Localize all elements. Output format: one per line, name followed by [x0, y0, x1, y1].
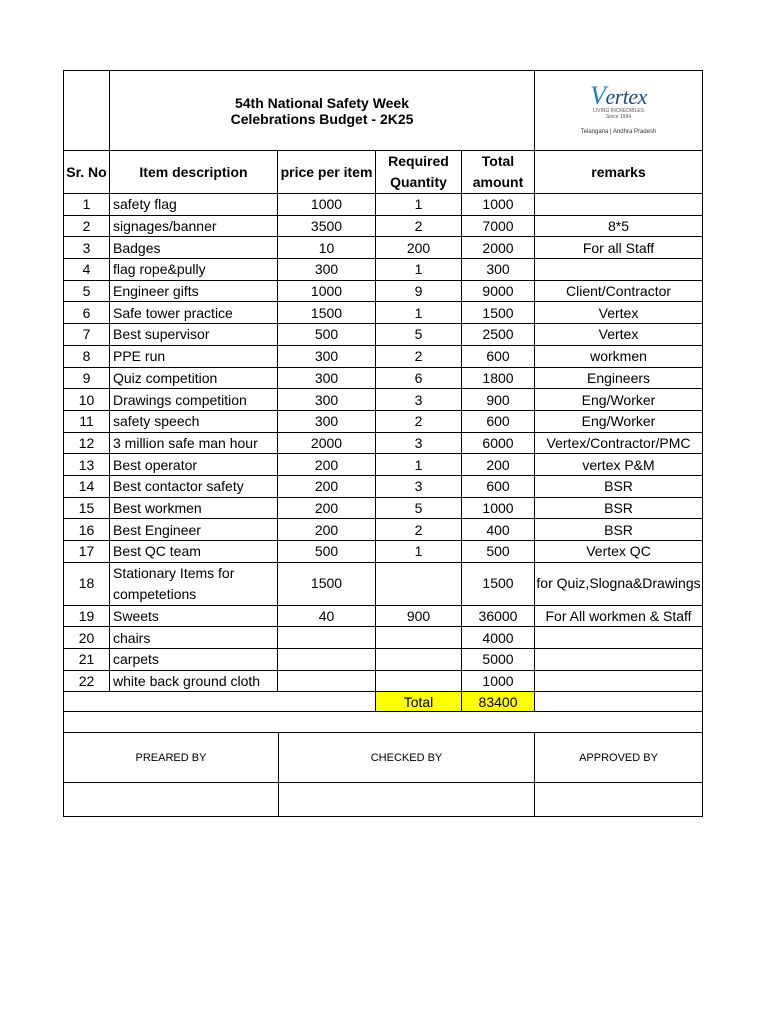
logo-tagline: LIVING INCREDIBLES — [592, 108, 645, 114]
table-row — [64, 410, 703, 432]
cell-price-per-item: 500 — [278, 541, 376, 563]
cell-remarks: For All workmen & Staff — [535, 605, 703, 627]
cell-price-per-item: 300 — [278, 367, 376, 389]
cell-sr-no: 17 — [64, 541, 110, 563]
table-row — [64, 497, 703, 519]
table-row — [64, 237, 703, 259]
table-row — [64, 519, 703, 541]
vertex-logo — [535, 81, 702, 136]
cell-price-per-item: 1500 — [278, 302, 376, 324]
cell-remarks: BSR — [535, 475, 703, 497]
cell-price-per-item — [278, 670, 376, 692]
cell-price-per-item: 2000 — [278, 432, 376, 454]
cell-sr-no: 18 — [64, 562, 110, 605]
table-row — [64, 432, 703, 454]
cell-price-per-item: 200 — [278, 497, 376, 519]
cell-remarks: workmen — [535, 345, 703, 367]
cell-remarks: Eng/Worker — [535, 410, 703, 432]
table-row — [64, 345, 703, 367]
table-row — [64, 215, 703, 237]
cell-sr-no: 8 — [64, 345, 110, 367]
cell-sr-no: 12 — [64, 432, 110, 454]
cell-item-description: Best workmen — [110, 497, 278, 519]
cell-remarks: BSR — [535, 497, 703, 519]
cell-required-quantity: 3 — [376, 389, 462, 411]
cell-total-amount: 7000 — [462, 215, 535, 237]
cell-sr-no: 21 — [64, 649, 110, 671]
table-row — [64, 454, 703, 476]
total-row-table — [63, 691, 703, 733]
cell-item-description: flag rope&pully — [110, 259, 278, 281]
table-row — [64, 194, 703, 216]
table-row — [64, 605, 703, 627]
cell-total-amount: 4000 — [462, 627, 535, 649]
table-row — [64, 627, 703, 649]
cell-price-per-item: 300 — [278, 259, 376, 281]
cell-item-description: Best QC team — [110, 541, 278, 563]
spacer-row — [64, 712, 703, 733]
total-remarks-blank — [535, 692, 703, 712]
cell-remarks: Vertex — [535, 324, 703, 346]
cell-sr-no: 5 — [64, 280, 110, 302]
cell-price-per-item: 200 — [278, 454, 376, 476]
table-row — [64, 324, 703, 346]
cell-sr-no: 10 — [64, 389, 110, 411]
cell-sr-no: 9 — [64, 367, 110, 389]
header-row — [64, 151, 703, 194]
cell-total-amount: 1000 — [462, 194, 535, 216]
cell-sr-no: 14 — [64, 475, 110, 497]
cell-remarks — [535, 649, 703, 671]
cell-required-quantity: 5 — [376, 324, 462, 346]
cell-required-quantity: 1 — [376, 194, 462, 216]
cell-total-amount: 300 — [462, 259, 535, 281]
total-value: 83400 — [462, 692, 535, 712]
cell-required-quantity — [376, 649, 462, 671]
header-remarks: remarks — [535, 151, 703, 194]
cell-total-amount: 600 — [462, 410, 535, 432]
cell-sr-no: 19 — [64, 605, 110, 627]
cell-total-amount: 1800 — [462, 367, 535, 389]
cell-required-quantity — [376, 562, 462, 605]
cell-price-per-item: 500 — [278, 324, 376, 346]
cell-required-quantity: 2 — [376, 345, 462, 367]
signature-table — [63, 732, 703, 817]
cell-price-per-item: 1000 — [278, 280, 376, 302]
signature-labels-row — [64, 733, 703, 783]
logo-cell — [535, 71, 703, 151]
cell-total-amount: 200 — [462, 454, 535, 476]
cell-price-per-item — [278, 627, 376, 649]
table-row — [64, 280, 703, 302]
cell-price-per-item: 300 — [278, 389, 376, 411]
cell-item-description: chairs — [110, 627, 278, 649]
table-row — [64, 302, 703, 324]
cell-sr-no: 11 — [64, 410, 110, 432]
cell-remarks: Eng/Worker — [535, 389, 703, 411]
cell-item-description: 3 million safe man hour — [110, 432, 278, 454]
cell-price-per-item — [278, 649, 376, 671]
header-price-per-item: price per item — [278, 151, 376, 194]
cell-item-description: Stationary Items for competetions — [110, 562, 278, 605]
table-row — [64, 389, 703, 411]
cell-remarks: vertex P&M — [535, 454, 703, 476]
cell-item-description: signages/banner — [110, 215, 278, 237]
cell-price-per-item: 1500 — [278, 562, 376, 605]
cell-required-quantity: 3 — [376, 432, 462, 454]
cell-item-description: Badges — [110, 237, 278, 259]
cell-remarks — [535, 670, 703, 692]
cell-required-quantity — [376, 670, 462, 692]
title-line-2: Celebrations Budget - 2K25 — [230, 110, 414, 127]
logo-states: Telangana | Andhra Pradesh — [580, 129, 657, 135]
cell-item-description: Best contactor safety — [110, 475, 278, 497]
cell-required-quantity: 9 — [376, 280, 462, 302]
table-row — [64, 259, 703, 281]
cell-remarks: BSR — [535, 519, 703, 541]
cell-required-quantity: 1 — [376, 302, 462, 324]
cell-item-description: safety speech — [110, 410, 278, 432]
cell-sr-no: 22 — [64, 670, 110, 692]
cell-item-description: Best operator — [110, 454, 278, 476]
cell-remarks — [535, 194, 703, 216]
cell-total-amount: 500 — [462, 541, 535, 563]
cell-total-amount: 9000 — [462, 280, 535, 302]
table-row — [64, 649, 703, 671]
cell-sr-no: 3 — [64, 237, 110, 259]
cell-item-description: Safe tower practice — [110, 302, 278, 324]
total-blank-cell — [64, 692, 376, 712]
header-total-amount: Total amount — [462, 151, 535, 194]
cell-required-quantity: 2 — [376, 410, 462, 432]
cell-required-quantity: 1 — [376, 454, 462, 476]
title-row — [64, 71, 703, 151]
spacer-cell — [64, 712, 703, 733]
title-blank-cell — [64, 71, 110, 151]
cell-remarks — [535, 627, 703, 649]
cell-sr-no: 6 — [64, 302, 110, 324]
cell-item-description: PPE run — [110, 345, 278, 367]
cell-remarks: Client/Contractor — [535, 280, 703, 302]
cell-item-description: Engineer gifts — [110, 280, 278, 302]
cell-price-per-item: 1000 — [278, 194, 376, 216]
cell-item-description: Quiz competition — [110, 367, 278, 389]
cell-item-description: carpets — [110, 649, 278, 671]
cell-total-amount: 2500 — [462, 324, 535, 346]
total-row — [64, 692, 703, 712]
cell-total-amount: 5000 — [462, 649, 535, 671]
cell-item-description: white back ground cloth — [110, 670, 278, 692]
prepared-by-label: PREARED BY — [64, 733, 279, 783]
cell-sr-no: 7 — [64, 324, 110, 346]
cell-item-description: Best supervisor — [110, 324, 278, 346]
cell-remarks: 8*5 — [535, 215, 703, 237]
cell-price-per-item: 10 — [278, 237, 376, 259]
checked-by-label: CHECKED BY — [279, 733, 535, 783]
cell-sr-no: 15 — [64, 497, 110, 519]
cell-remarks: Vertex — [535, 302, 703, 324]
total-label: Total — [376, 692, 462, 712]
document-title — [110, 71, 535, 151]
cell-remarks — [535, 259, 703, 281]
cell-required-quantity: 1 — [376, 541, 462, 563]
cell-item-description: safety flag — [110, 194, 278, 216]
cell-item-description: Drawings competition — [110, 389, 278, 411]
cell-remarks: Vertex QC — [535, 541, 703, 563]
cell-required-quantity: 200 — [376, 237, 462, 259]
cell-required-quantity: 2 — [376, 215, 462, 237]
table-row — [64, 475, 703, 497]
cell-price-per-item: 300 — [278, 345, 376, 367]
cell-sr-no: 20 — [64, 627, 110, 649]
cell-required-quantity: 2 — [376, 519, 462, 541]
cell-sr-no: 13 — [64, 454, 110, 476]
budget-sheet — [63, 70, 702, 817]
cell-item-description: Best Engineer — [110, 519, 278, 541]
cell-sr-no: 16 — [64, 519, 110, 541]
cell-required-quantity: 6 — [376, 367, 462, 389]
cell-total-amount: 600 — [462, 345, 535, 367]
table-row — [64, 562, 703, 605]
approved-by-signature — [535, 783, 703, 817]
cell-total-amount: 400 — [462, 519, 535, 541]
title-line-1: 54th National Safety Week — [234, 94, 410, 111]
header-item-description: Item description — [110, 151, 278, 194]
logo-wordmark: Vertex — [590, 81, 647, 110]
logo-since: Since 1994 — [606, 114, 632, 120]
cell-price-per-item: 200 — [278, 475, 376, 497]
cell-required-quantity: 3 — [376, 475, 462, 497]
cell-total-amount: 1500 — [462, 562, 535, 605]
cell-item-description: Sweets — [110, 605, 278, 627]
cell-price-per-item: 200 — [278, 519, 376, 541]
signature-space-row — [64, 783, 703, 817]
cell-required-quantity — [376, 627, 462, 649]
header-sr-no: Sr. No — [64, 151, 110, 194]
budget-table — [63, 70, 703, 692]
cell-required-quantity: 900 — [376, 605, 462, 627]
cell-required-quantity: 5 — [376, 497, 462, 519]
table-row — [64, 367, 703, 389]
cell-required-quantity: 1 — [376, 259, 462, 281]
cell-total-amount: 36000 — [462, 605, 535, 627]
cell-remarks: for Quiz,Slogna&Drawings — [535, 562, 703, 605]
cell-total-amount: 900 — [462, 389, 535, 411]
cell-price-per-item: 3500 — [278, 215, 376, 237]
cell-remarks: Vertex/Contractor/PMC — [535, 432, 703, 454]
cell-sr-no: 1 — [64, 194, 110, 216]
approved-by-label: APPROVED BY — [535, 733, 703, 783]
checked-by-signature — [279, 783, 535, 817]
cell-total-amount: 6000 — [462, 432, 535, 454]
header-required-quantity: Required Quantity — [376, 151, 462, 194]
cell-total-amount: 1000 — [462, 497, 535, 519]
cell-total-amount: 1500 — [462, 302, 535, 324]
cell-total-amount: 600 — [462, 475, 535, 497]
cell-total-amount: 1000 — [462, 670, 535, 692]
prepared-by-signature — [64, 783, 279, 817]
cell-sr-no: 2 — [64, 215, 110, 237]
table-row — [64, 670, 703, 692]
cell-price-per-item: 300 — [278, 410, 376, 432]
cell-remarks: For all Staff — [535, 237, 703, 259]
cell-total-amount: 2000 — [462, 237, 535, 259]
table-row — [64, 541, 703, 563]
cell-remarks: Engineers — [535, 367, 703, 389]
cell-price-per-item: 40 — [278, 605, 376, 627]
cell-sr-no: 4 — [64, 259, 110, 281]
